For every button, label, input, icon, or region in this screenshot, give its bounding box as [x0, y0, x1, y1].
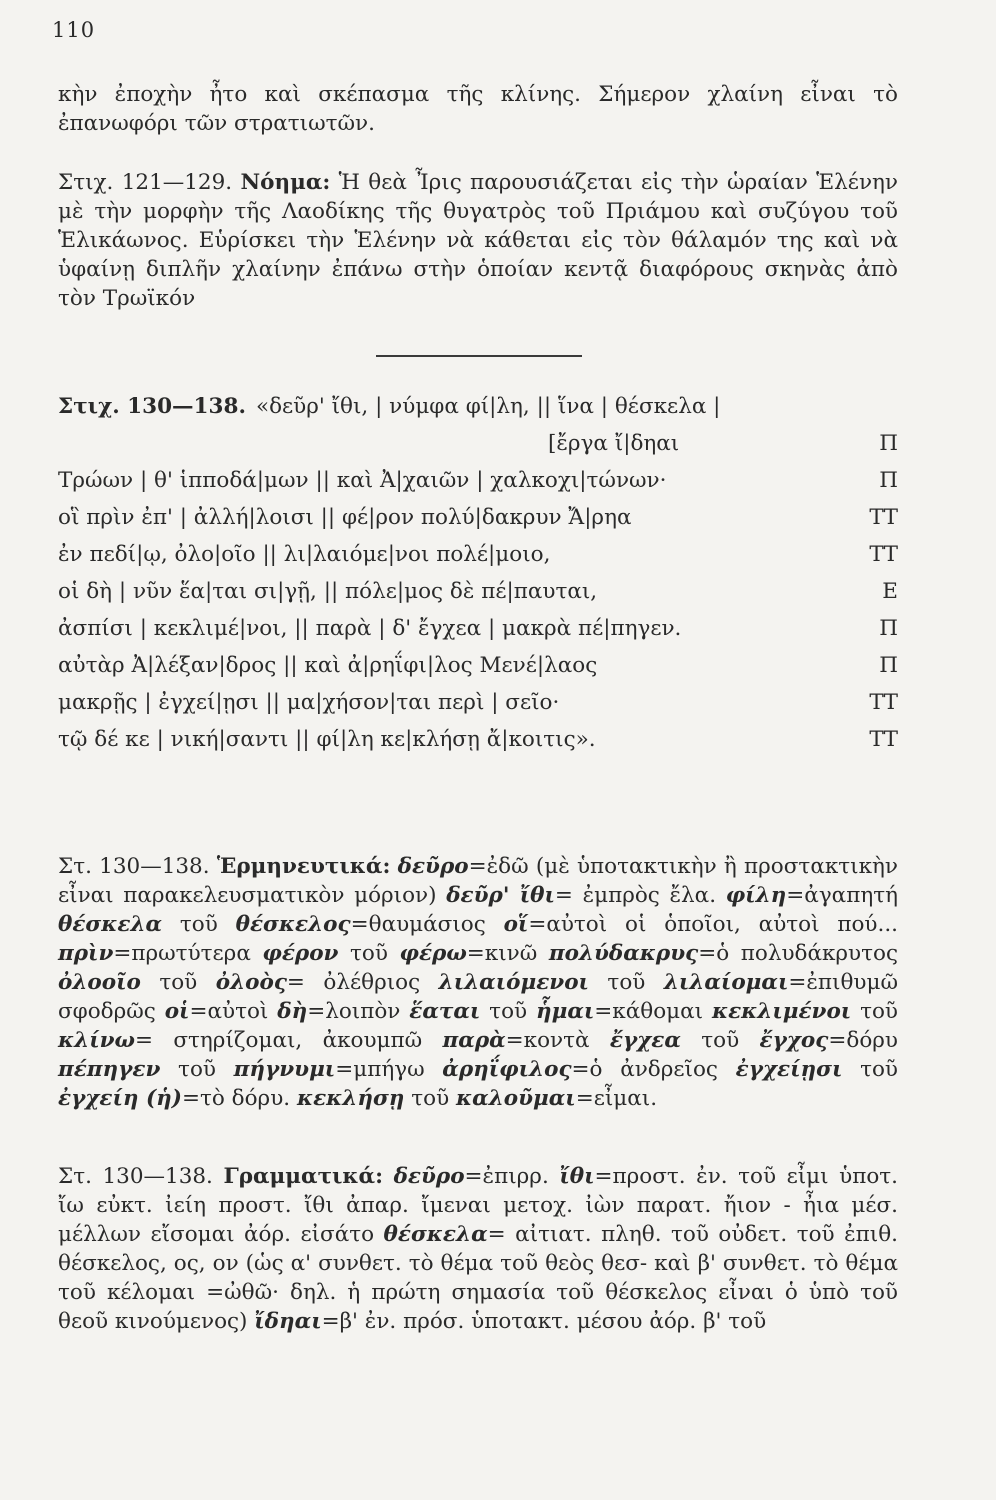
lemma-term: ἔγχος	[759, 1028, 829, 1053]
gloss-text: =κοντὰ	[505, 1028, 610, 1053]
lemma-term: θέσκελα	[58, 912, 163, 937]
verse-line	[58, 542, 898, 579]
meter-mark: ΤΤ	[869, 727, 898, 752]
lemma-term: δεῦρ' ἴθι	[446, 883, 555, 908]
verse-text-content: «δεῦρ' ἴθι, | νύμφα φί|λη, || ἵνα | θέσκελα |	[255, 394, 721, 419]
verse-text: οἳ πρὶν ἐπ' | ἀλλή|λοισι || φέ|ρον πολύ|δακρυν Ἄ|ρηα	[58, 505, 632, 530]
grammar-label: Γραμματικά:	[223, 1164, 384, 1189]
lemma-term: φέρον	[262, 941, 339, 966]
meter-mark: Π	[879, 468, 898, 493]
verse-line	[58, 579, 898, 616]
verse-line	[58, 690, 898, 727]
gloss-text: =ἐπιρρ.	[464, 1164, 560, 1189]
lemma-term: ἴδηαι	[254, 1309, 322, 1334]
lemma-term: πολύδακρυς	[548, 941, 699, 966]
lemma-term: κλίνω	[58, 1028, 135, 1053]
gloss-text: =ὁ ἀνδρεῖος	[571, 1057, 736, 1082]
gloss-text: =αὐτοὶ	[189, 999, 278, 1024]
gloss-text: =τὸ δόρυ.	[181, 1086, 297, 1111]
meter-mark: ΤΤ	[869, 542, 898, 567]
verse-text: τῷ δέ κε | νική|σαντι || φί|λη κε|κλήσῃ ἄ|κοιτις».	[58, 727, 596, 752]
lemma-term: ἔγχεα	[609, 1028, 681, 1053]
lemma-term: ἴθι	[559, 1164, 595, 1189]
lemma-term: ὀλοὸς	[215, 970, 287, 995]
lemma-term: λιλαιόμενοι	[438, 970, 589, 995]
verse-text: ἀσπίσι | κεκλιμέ|νοι, || παρὰ | δ' ἔγχεα | μακρὰ πέ|πηγεν.	[58, 616, 682, 641]
meter-mark: Π	[879, 616, 898, 641]
lemma-term: δὴ	[277, 999, 308, 1024]
summary-ref: Στιχ. 121—129.	[58, 170, 233, 195]
gloss-text: τοῦ	[140, 970, 216, 995]
commentary-label: Ἑρμηνευτικά:	[216, 854, 391, 879]
grammar-paragraph	[58, 1162, 898, 1336]
meter-mark: ΤΤ	[869, 690, 898, 715]
intro-paragraph: κὴν ἐποχὴν ἦτο καὶ σκέπασμα τῆς κλίνης. Σήμερον χλαίνη εἶναι τὸ ἐπανωφόρι τῶν στρατιωτῶν.	[58, 82, 898, 136]
gloss-text: =μπήγω	[335, 1057, 443, 1082]
verse-text: αὐτὰρ Ἀ|λέξαν|δρος || καὶ ἀ|ρηΐφι|λος Μενέ|λαος	[58, 653, 598, 678]
verse-line	[58, 468, 898, 505]
lemma-term: θέσκελος	[235, 912, 351, 937]
lemma-term: πήγνυμι	[233, 1057, 336, 1082]
gloss-text: =κινῶ	[466, 941, 549, 966]
verse-text: Τρώων | θ' ἱπποδά|μων || καὶ Ἀ|χαιῶν | χαλκοχι|τώνων·	[58, 468, 667, 493]
commentary-body	[58, 854, 898, 1111]
gloss-text: = αἰτιατ. πληθ. τοῦ οὐδετ. τοῦ ἐπιθ. θέσκελος, ος, ον (ὡς α' συνθετ. τὸ θέμα τοῦ θεὸς θεσ- καὶ β' συνθετ. τὸ θέμα τοῦ κέλομαι =ὠθῶ· δηλ. ἡ πρώτη σημασία τοῦ θέσκελος εἶναι ὁ ὑπὸ τοῦ θεοῦ κινούμενος)	[58, 1222, 898, 1334]
summary-paragraph	[58, 168, 898, 313]
lemma-term: κεκλήσῃ	[296, 1086, 405, 1111]
lemma-term: δεῦρο	[393, 1164, 465, 1189]
gloss-text: = ἐμπρὸς ἔλα.	[554, 883, 726, 908]
gloss-text: τοῦ	[851, 999, 899, 1024]
lemma-term: ἀρηΐφιλος	[442, 1057, 572, 1082]
lemma-term: ἕαται	[409, 999, 481, 1024]
lemma-term: καλοῦμαι	[456, 1086, 576, 1111]
section-divider	[376, 355, 582, 357]
gloss-text: =β' ἐν. πρόσ. ὑποτακτ. μέσου ἀόρ. β' τοῦ	[321, 1309, 767, 1334]
gloss-text: =θαυμάσιος	[350, 912, 504, 937]
gloss-text: τοῦ	[842, 1057, 898, 1082]
verse-text: μακρῇς | ἐγχεί|ῃσι || μα|χήσον|ται περὶ | σεῖο·	[58, 690, 560, 715]
page-number: 110	[52, 18, 96, 42]
gloss-text: τοῦ	[160, 1057, 234, 1082]
lemma-term: λιλαίομαι	[663, 970, 789, 995]
verse-line	[58, 394, 898, 431]
verse-line	[58, 505, 898, 542]
gloss-text: =εἶμαι.	[575, 1086, 658, 1111]
verse-text: οἱ δὴ | νῦν ἕα|ται σι|γῇ, || πόλε|μος δὲ πέ|παυται,	[58, 579, 598, 604]
meter-mark: Ε	[882, 579, 898, 604]
gloss-text: =ἐπιθυμῶ σφοδρῶς	[58, 970, 898, 1024]
verse-line	[58, 727, 898, 764]
gloss-text: =λοιπὸν	[307, 999, 410, 1024]
gloss-text: =προστ. ἐν. τοῦ εἶμι ὑποτ. ἴω εὐκτ. ἰείη προστ. ἴθι ἀπαρ. ἴμεναι μετοχ. ἰὼν παρατ. ἤιον - ἦια μέσ. μέλλων εἴσομαι ἀόρ. εἰσάτο	[58, 1164, 898, 1247]
gloss-text: =αὐτοὶ οἱ ὁποῖοι, αὐτοὶ πού...	[528, 912, 899, 937]
meter-mark: Π	[879, 653, 898, 678]
lemma-term: οἱ	[164, 999, 190, 1024]
commentary-paragraph	[58, 852, 898, 1113]
lemma-term: δεῦρο	[397, 854, 469, 879]
verse-block	[58, 394, 898, 764]
verse-text: [ἔργα ἴ|δηαι	[548, 431, 680, 456]
grammar-ref: Στ. 130—138.	[58, 1164, 213, 1189]
meter-mark: ΤΤ	[869, 505, 898, 530]
gloss-text: τοῦ	[338, 941, 400, 966]
verse-line	[58, 431, 898, 468]
gloss-text: τοῦ	[404, 1086, 457, 1111]
verse-line	[58, 653, 898, 690]
gloss-text: τοῦ	[480, 999, 536, 1024]
commentary-ref: Στ. 130—138.	[58, 854, 210, 879]
gloss-text: =ἀγαπητή	[786, 883, 898, 908]
verse-line	[58, 616, 898, 653]
gloss-text: = στηρίζομαι, ἀκουμπῶ	[134, 1028, 443, 1053]
verse-text	[58, 394, 854, 419]
gloss-text: τοῦ	[588, 970, 664, 995]
lemma-term: πέπηγεν	[58, 1057, 161, 1082]
gloss-text: =κάθομαι	[594, 999, 712, 1024]
lemma-term: ὀλοοῖο	[58, 970, 141, 995]
lemma-term: παρὰ	[442, 1028, 506, 1053]
gloss-text: =ἐδῶ (μὲ ὑποτακτικὴν ἢ προστακτικὴν εἶναι παρακελευσματικὸν μόριον)	[58, 854, 898, 908]
lemma-term: θέσκελα	[383, 1222, 488, 1247]
verse-text: ἐν πεδί|ῳ, ὀλο|οῖο || λι|λαιόμε|νοι πολέ|μοιο,	[58, 542, 551, 567]
gloss-text: =πρωτύτερα	[113, 941, 263, 966]
lemma-term: κεκλιμένοι	[711, 999, 852, 1024]
lemma-term: φέρω	[399, 941, 467, 966]
gloss-text: =δόρυ	[828, 1028, 898, 1053]
lemma-term: ἐγχείῃσι	[735, 1057, 843, 1082]
grammar-body	[58, 1164, 898, 1334]
gloss-text: = ὀλέθριος	[286, 970, 439, 995]
lemma-term: πρὶν	[58, 941, 114, 966]
summary-text: Ἡ θεὰ Ἶρις παρουσιάζεται εἰς τὴν ὡραίαν Ἑλένην μὲ τὴν μορφὴν τῆς Λαοδίκης τῆς θυγατρὸς τοῦ Πριάμου καὶ συζύγου τοῦ Ἑλικάωνος. Εὑρίσκει τὴν Ἑλένην νὰ κάθεται εἰς τὸν θάλαμόν της καὶ νὰ ὑφαίνῃ διπλῆν χλαίνην ἐπάνω στὴν ὁποίαν κεντᾷ διαφόρους σκηνὰς ἀπὸ τὸν Τρωϊκόν	[58, 170, 898, 311]
verse-heading: Στιχ. 130—138.	[58, 394, 246, 419]
gloss-text: τοῦ	[162, 912, 236, 937]
summary-label: Νόημα:	[240, 170, 331, 195]
lemma-term: ἐγχείη (ἡ)	[58, 1086, 182, 1111]
lemma-term: φίλη	[725, 883, 787, 908]
gloss-text: τοῦ	[680, 1028, 760, 1053]
gloss-text: =ὁ πολυδάκρυτος	[698, 941, 899, 966]
meter-mark: Π	[879, 431, 898, 456]
lemma-term: ἧμαι	[535, 999, 595, 1024]
lemma-term: οἵ	[503, 912, 529, 937]
